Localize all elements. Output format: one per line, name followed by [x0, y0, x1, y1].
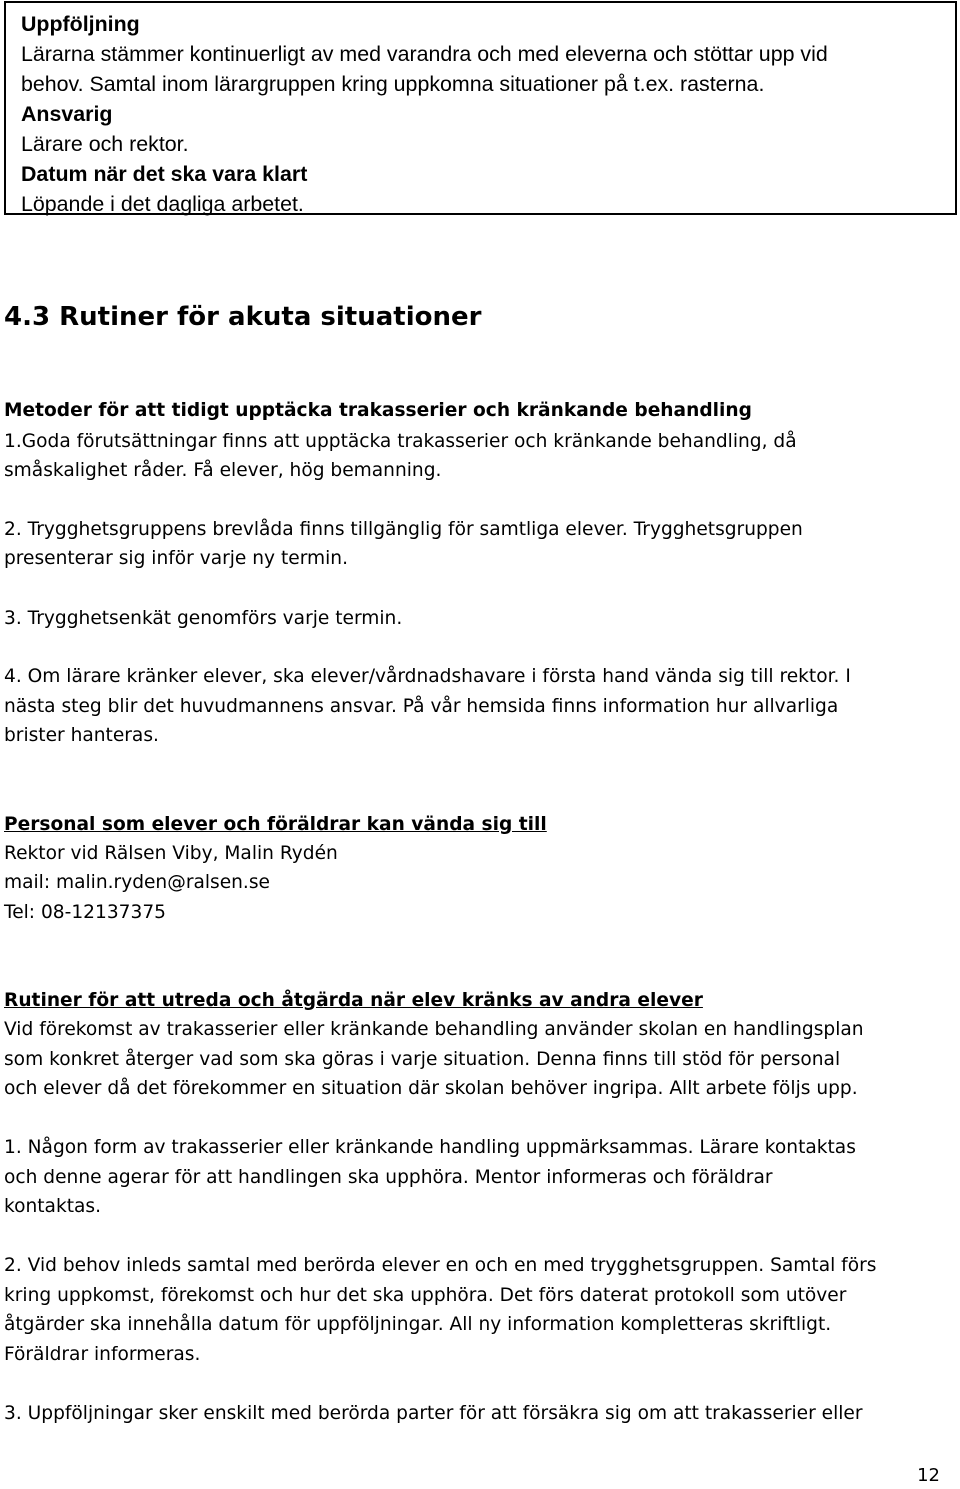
- contact-heading: Personal som elever och föräldrar kan vända sig till: [4, 814, 547, 835]
- paragraph-line: brister hanteras.: [4, 725, 159, 746]
- followup-text-line: Lärarna stämmer kontinuerligt av med varandra och med eleverna och stöttar upp vid: [21, 42, 828, 66]
- followup-label: Uppföljning: [21, 12, 140, 36]
- paragraph-line: Föräldrar informeras.: [4, 1344, 201, 1365]
- paragraph-line: 1.Goda förutsättningar finns att upptäcka trakasserier och kränkande behandling, då: [4, 431, 797, 452]
- contact-email: mail: malin.ryden@ralsen.se: [4, 872, 270, 893]
- methods-heading: Metoder för att tidigt upptäcka trakasserier och kränkande behandling: [4, 400, 752, 421]
- responsible-value: Lärare och rektor.: [21, 132, 189, 156]
- paragraph-line: Vid förekomst av trakasserier eller kränkande behandling använder skolan en handlingsplan: [4, 1019, 864, 1040]
- contact-phone: Tel: 08-12137375: [4, 902, 166, 923]
- paragraph-line: som konkret återger vad som ska göras i varje situation. Denna finns till stöd för personal: [4, 1049, 841, 1070]
- followup-text-line: behov. Samtal inom lärargruppen kring uppkomna situationer på t.ex. rasterna.: [21, 72, 765, 96]
- paragraph-line: 4. Om lärare kränker elever, ska elever/vårdnadshavare i första hand vända sig till rektor. I: [4, 666, 851, 687]
- paragraph-line: presenterar sig inför varje ny termin.: [4, 548, 348, 569]
- date-value: Löpande i det dagliga arbetet.: [21, 192, 304, 216]
- routines-heading: Rutiner för att utreda och åtgärda när elev kränks av andra elever: [4, 990, 703, 1011]
- paragraph-line: 2. Vid behov inleds samtal med berörda elever en och en med trygghetsgruppen. Samtal förs: [4, 1255, 877, 1276]
- followup-box: [4, 1, 957, 215]
- section-heading: 4.3 Rutiner för akuta situationer: [4, 302, 482, 332]
- page-number: 12: [917, 1465, 940, 1486]
- paragraph-line: kring uppkomst, förekomst och hur det ska upphöra. Det förs daterat protokoll som utöver: [4, 1285, 847, 1306]
- paragraph-line: kontaktas.: [4, 1196, 101, 1217]
- paragraph-line: 2. Trygghetsgruppens brevlåda finns tillgänglig för samtliga elever. Trygghetsgruppen: [4, 519, 803, 540]
- followup-box-content: [21, 9, 956, 219]
- contact-line: Rektor vid Rälsen Viby, Malin Rydén: [4, 843, 338, 864]
- paragraph-line: 3. Trygghetsenkät genomförs varje termin.: [4, 608, 403, 629]
- paragraph-line: och elever då det förekommer en situation där skolan behöver ingripa. Allt arbete följs upp.: [4, 1078, 858, 1099]
- paragraph-line: småskalighet råder. Få elever, hög bemanning.: [4, 460, 442, 481]
- paragraph-line: 1. Någon form av trakasserier eller kränkande handling uppmärksammas. Lärare kontaktas: [4, 1137, 856, 1158]
- paragraph-line: åtgärder ska innehålla datum för uppföljningar. All ny information kompletteras skriftligt.: [4, 1314, 832, 1335]
- paragraph-line: nästa steg blir det huvudmannens ansvar. På vår hemsida finns information hur allvarliga: [4, 696, 839, 717]
- paragraph-line: och denne agerar för att handlingen ska upphöra. Mentor informeras och föräldrar: [4, 1167, 773, 1188]
- responsible-label: Ansvarig: [21, 102, 113, 126]
- paragraph-line: 3. Uppföljningar sker enskilt med berörda parter för att försäkra sig om att trakasserier eller: [4, 1403, 863, 1424]
- date-label: Datum när det ska vara klart: [21, 162, 308, 186]
